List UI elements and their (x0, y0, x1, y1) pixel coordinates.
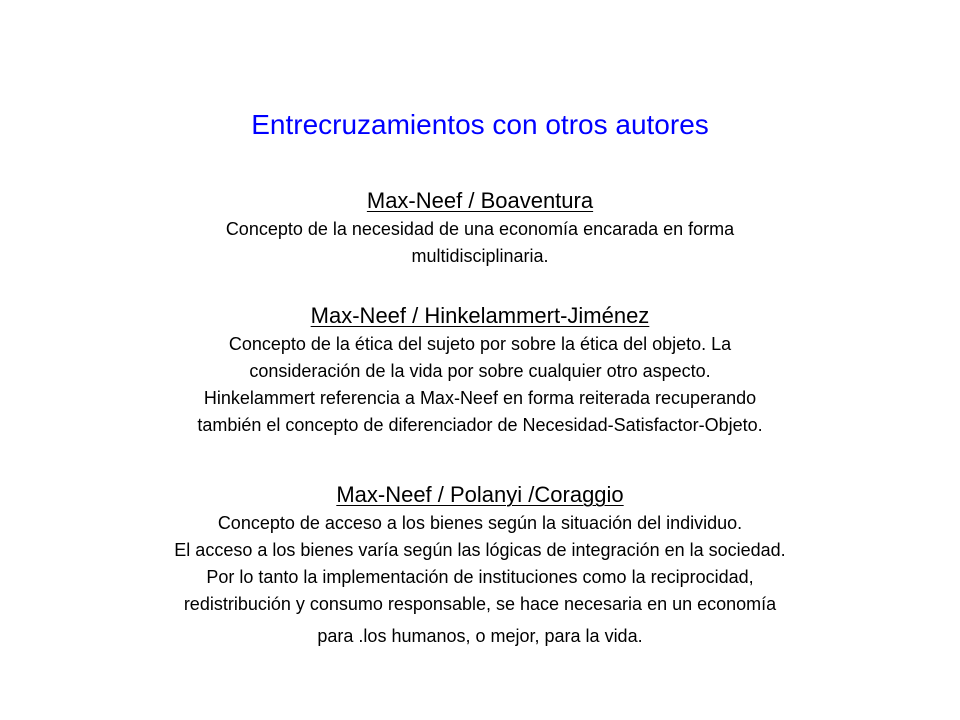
section-text-line: también el concepto de diferenciador de Necesidad-Satisfactor-Objeto. (197, 415, 763, 435)
section-text-line: Concepto de la necesidad de una economía encarada en forma (225, 219, 735, 239)
section-text-line: Por lo tanto la implementación de instituciones como la reciprocidad, (206, 567, 754, 587)
section-max-neef-boaventura (40, 186, 920, 270)
slide-title: Entrecruzamientos con otros autores (251, 109, 709, 140)
section-heading: Max-Neef / Polanyi /Coraggio (336, 482, 624, 507)
section-heading: Max-Neef / Hinkelammert-Jiménez (310, 303, 650, 328)
section-text-line: consideración de la vida por sobre cualquier otro aspecto. (249, 361, 711, 381)
section-max-neef-polanyi-coraggio (40, 480, 920, 654)
section-text-line: Hinkelammert referencia a Max-Neef en forma reiterada recuperando (203, 388, 757, 408)
section-heading: Max-Neef / Boaventura (366, 188, 594, 213)
section-text-line: El acceso a los bienes varía según las lógicas de integración en la sociedad. (174, 540, 786, 560)
section-text-line: multidisciplinaria. (411, 246, 549, 266)
section-text-line: Concepto de acceso a los bienes según la situación del individuo. (217, 513, 743, 533)
section-text-line: redistribución y consumo responsable, se hace necesaria en un economía (183, 594, 777, 614)
section-max-neef-hinkelammert (40, 301, 920, 439)
section-text-line: Concepto de la ética del sujeto por sobre la ética del objeto. La (228, 334, 732, 354)
section-text-line: para .los humanos, o mejor, para la vida. (317, 626, 643, 646)
